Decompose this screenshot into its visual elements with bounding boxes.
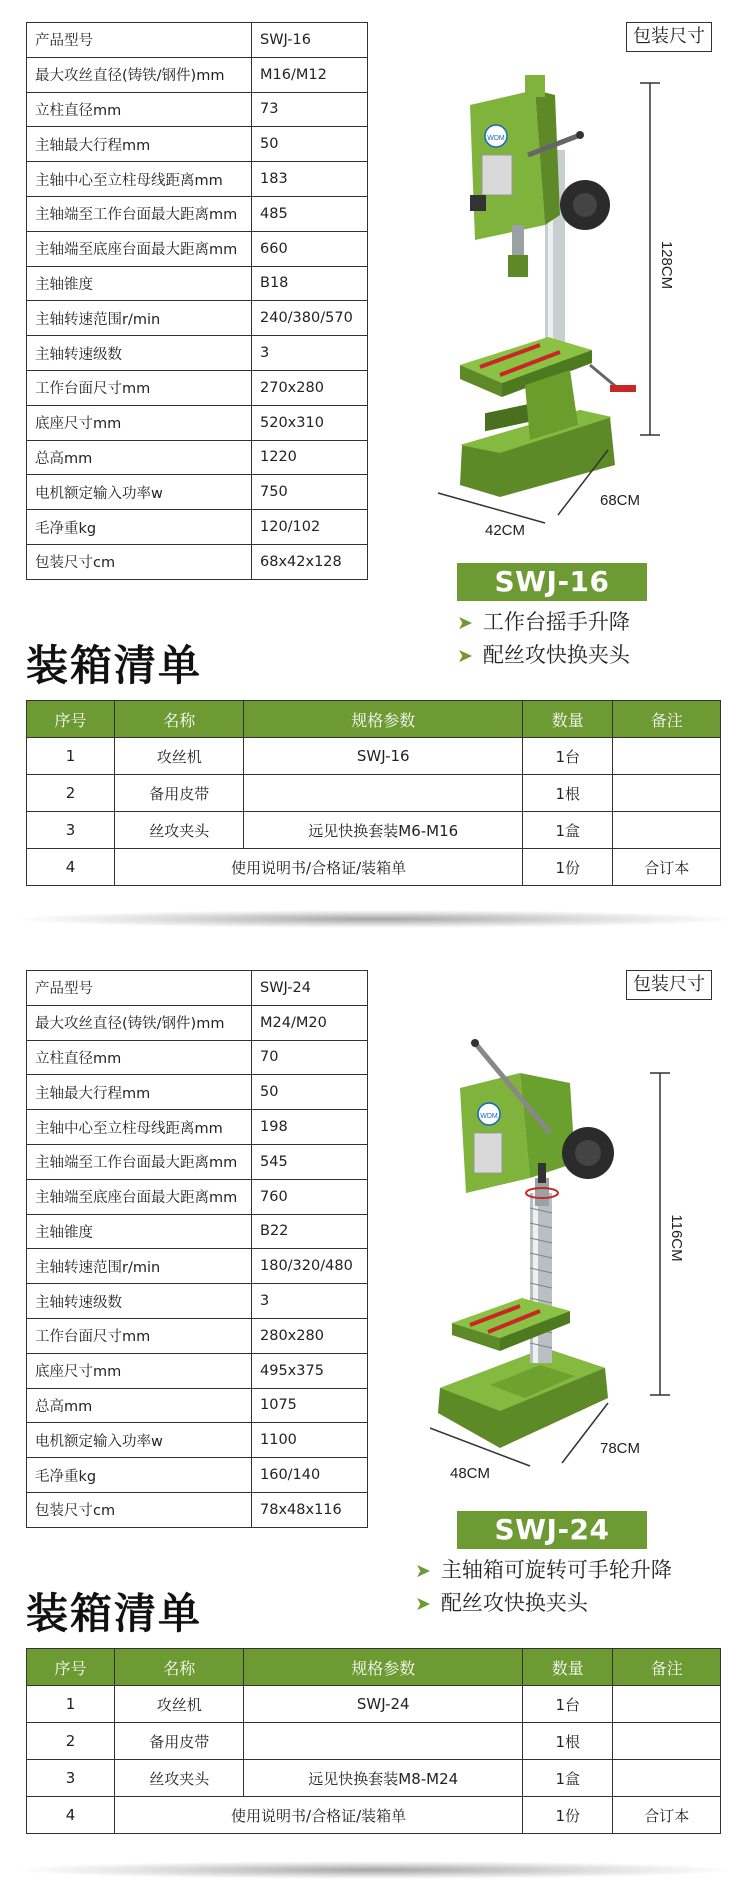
spec-row: [27, 57, 368, 92]
spec-value: 73: [252, 92, 368, 127]
spec-table: [26, 22, 368, 580]
spec-row: [27, 1318, 368, 1353]
spec-key: 包装尺寸cm: [27, 544, 252, 579]
spec-value: 545: [252, 1144, 368, 1179]
packing-list-header: [27, 701, 721, 738]
spec-row: [27, 1458, 368, 1493]
spec-value: 660: [252, 231, 368, 266]
spec-row: [27, 475, 368, 510]
spec-row: [27, 92, 368, 127]
spec-key: 主轴锥度: [27, 266, 252, 301]
table-row: 3 丝攻夹头 远见快换套装M6-M16 1盒: [27, 812, 721, 849]
spec-value: 183: [252, 162, 368, 197]
logo-badge: WDM: [480, 1113, 498, 1120]
spec-row: [27, 1179, 368, 1214]
spec-value: 485: [252, 196, 368, 231]
spec-value: 50: [252, 127, 368, 162]
spec-key: 主轴转速范围r/min: [27, 301, 252, 336]
spec-value: 520x310: [252, 405, 368, 440]
spec-key: 主轴中心至立柱母线距离mm: [27, 162, 252, 197]
spec-row: [27, 1249, 368, 1284]
col-header: 序号: [27, 701, 115, 738]
section-divider: [20, 910, 730, 928]
col-header: 规格参数: [244, 1649, 523, 1686]
tapping-machine-image: [430, 993, 720, 1493]
spec-row: [27, 1492, 368, 1527]
spec-row: [27, 405, 368, 440]
arrow-icon: ➤: [415, 1593, 431, 1615]
feature-item: ➤ 配丝攻快换夹头: [415, 1591, 588, 1615]
spec-key: 包装尺寸cm: [27, 1492, 252, 1527]
spec-value: 280x280: [252, 1318, 368, 1353]
spec-row: [27, 1110, 368, 1145]
table-row: 1 攻丝机 SWJ-24 1台: [27, 1686, 721, 1723]
logo-badge: WDM: [487, 135, 505, 142]
spec-row: [27, 544, 368, 579]
height-dimension-label: 116CM: [668, 1214, 685, 1262]
spec-row: [27, 1284, 368, 1319]
feature-item: ➤ 配丝攻快换夹头: [457, 643, 630, 667]
spec-value: M16/M12: [252, 57, 368, 92]
spec-key: 产品型号: [27, 971, 252, 1006]
packing-list-header: [27, 1649, 721, 1686]
spec-key: 底座尺寸mm: [27, 405, 252, 440]
col-header: 名称: [115, 701, 244, 738]
spec-value: 3: [252, 336, 368, 371]
spec-value: 180/320/480: [252, 1249, 368, 1284]
depth-dimension-label: 78CM: [600, 1440, 641, 1457]
spec-key: 主轴端至底座台面最大距离mm: [27, 1179, 252, 1214]
feature-item: ➤ 主轴箱可旋转可手轮升降: [415, 1558, 672, 1582]
spec-key: 底座尺寸mm: [27, 1353, 252, 1388]
machine-section-swj24: [0, 948, 750, 1893]
col-header: 数量: [523, 1649, 613, 1686]
table-row: 4 使用说明书/合格证/装箱单 1份 合订本: [27, 849, 721, 886]
col-header: 规格参数: [244, 701, 523, 738]
package-size-label: 包装尺寸: [626, 22, 712, 52]
spec-key: 电机额定输入功率w: [27, 1423, 252, 1458]
spec-row: [27, 1214, 368, 1249]
spec-key: 产品型号: [27, 23, 252, 58]
table-row: 1 攻丝机 SWJ-16 1台: [27, 738, 721, 775]
spec-key: 主轴端至底座台面最大距离mm: [27, 231, 252, 266]
spec-value: 495x375: [252, 1353, 368, 1388]
machine-section-swj16: [0, 0, 750, 945]
spec-table: [26, 970, 368, 1528]
table-row: 3 丝攻夹头 远见快换套装M8-M24 1盒: [27, 1760, 721, 1797]
spec-row: [27, 971, 368, 1006]
packing-list-title: 装箱清单: [26, 641, 203, 690]
spec-row: [27, 266, 368, 301]
spec-key: 主轴转速级数: [27, 336, 252, 371]
spec-row: [27, 23, 368, 58]
table-row: 2 备用皮带 1根: [27, 1723, 721, 1760]
spec-value: 3: [252, 1284, 368, 1319]
model-banner: SWJ-24: [457, 1511, 647, 1549]
section-divider: [20, 1861, 730, 1879]
spec-key: 主轴最大行程mm: [27, 1075, 252, 1110]
spec-value: SWJ-24: [252, 971, 368, 1006]
spec-value: 68x42x128: [252, 544, 368, 579]
table-row: 2 备用皮带 1根: [27, 775, 721, 812]
spec-key: 毛净重kg: [27, 1458, 252, 1493]
width-dimension-label: 42CM: [485, 522, 526, 539]
feature-item: ➤ 工作台摇手升降: [457, 610, 630, 634]
model-banner: SWJ-16: [457, 563, 647, 601]
tapping-machine-image: [430, 45, 720, 545]
packing-list-title: 装箱清单: [26, 1589, 203, 1638]
spec-row: [27, 1040, 368, 1075]
spec-row: [27, 196, 368, 231]
spec-row: [27, 301, 368, 336]
spec-row: [27, 1388, 368, 1423]
spec-row: [27, 440, 368, 475]
spec-key: 主轴端至工作台面最大距离mm: [27, 196, 252, 231]
spec-key: 立柱直径mm: [27, 92, 252, 127]
depth-dimension-label: 68CM: [600, 492, 641, 509]
spec-key: 立柱直径mm: [27, 1040, 252, 1075]
spec-value: 1220: [252, 440, 368, 475]
arrow-icon: ➤: [415, 1560, 431, 1582]
spec-value: 120/102: [252, 510, 368, 545]
spec-value: 1075: [252, 1388, 368, 1423]
spec-row: [27, 1423, 368, 1458]
height-dimension-label: 128CM: [658, 240, 675, 290]
spec-value: B22: [252, 1214, 368, 1249]
spec-value: 198: [252, 1110, 368, 1145]
spec-value: 270x280: [252, 370, 368, 405]
packing-list-table: [26, 1648, 721, 1834]
spec-key: 毛净重kg: [27, 510, 252, 545]
spec-key: 总高mm: [27, 1388, 252, 1423]
spec-value: SWJ-16: [252, 23, 368, 58]
spec-key: 主轴转速级数: [27, 1284, 252, 1319]
spec-value: M24/M20: [252, 1005, 368, 1040]
spec-table-body: [27, 971, 368, 1528]
spec-value: 50: [252, 1075, 368, 1110]
spec-key: 工作台面尺寸mm: [27, 370, 252, 405]
arrow-icon: ➤: [457, 645, 473, 667]
spec-key: 工作台面尺寸mm: [27, 1318, 252, 1353]
spec-row: [27, 231, 368, 266]
spec-value: 1100: [252, 1423, 368, 1458]
spec-row: [27, 336, 368, 371]
spec-row: [27, 1144, 368, 1179]
spec-value: B18: [252, 266, 368, 301]
spec-key: 主轴最大行程mm: [27, 127, 252, 162]
spec-row: [27, 1005, 368, 1040]
spec-table-body: [27, 23, 368, 580]
spec-key: 主轴端至工作台面最大距离mm: [27, 1144, 252, 1179]
spec-row: [27, 1353, 368, 1388]
spec-key: 主轴中心至立柱母线距离mm: [27, 1110, 252, 1145]
spec-row: [27, 370, 368, 405]
spec-row: [27, 1075, 368, 1110]
spec-value: 160/140: [252, 1458, 368, 1493]
spec-value: 240/380/570: [252, 301, 368, 336]
col-header: 名称: [115, 1649, 244, 1686]
spec-value: 70: [252, 1040, 368, 1075]
spec-key: 主轴锥度: [27, 1214, 252, 1249]
spec-key: 总高mm: [27, 440, 252, 475]
feature-list: [457, 606, 630, 672]
col-header: 序号: [27, 1649, 115, 1686]
col-header: 数量: [523, 701, 613, 738]
spec-key: 最大攻丝直径(铸铁/钢件)mm: [27, 1005, 252, 1040]
spec-value: 760: [252, 1179, 368, 1214]
width-dimension-label: 48CM: [450, 1465, 491, 1482]
crank-handle: [610, 385, 636, 392]
spec-key: 电机额定输入功率w: [27, 475, 252, 510]
spec-row: [27, 162, 368, 197]
spec-key: 主轴转速范围r/min: [27, 1249, 252, 1284]
packing-list-table: [26, 700, 721, 886]
spec-value: 750: [252, 475, 368, 510]
package-size-label: 包装尺寸: [626, 970, 712, 1000]
width-dimension-line: [438, 493, 545, 523]
spec-row: [27, 510, 368, 545]
table-row: 4 使用说明书/合格证/装箱单 1份 合订本: [27, 1797, 721, 1834]
spec-key: 最大攻丝直径(铸铁/钢件)mm: [27, 57, 252, 92]
arrow-icon: ➤: [457, 612, 473, 634]
col-header: 备注: [613, 701, 721, 738]
spec-row: [27, 127, 368, 162]
spec-value: 78x48x116: [252, 1492, 368, 1527]
feature-list: [415, 1554, 672, 1620]
col-header: 备注: [613, 1649, 721, 1686]
